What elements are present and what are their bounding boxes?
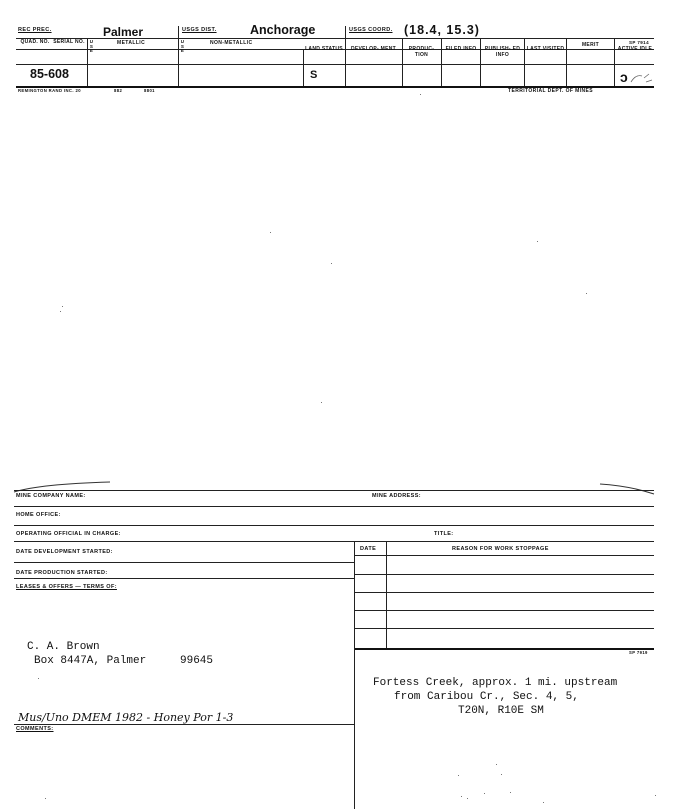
contact-name: C. A. Brown xyxy=(27,641,100,653)
reason-stoppage-label: REASON FOR WORK STOPPAGE xyxy=(452,546,549,552)
speck xyxy=(537,241,538,242)
home-office-label: HOME OFFICE: xyxy=(16,512,61,518)
usgs-coord-label: USGS COORD. xyxy=(349,27,393,33)
date-development-label: DATE DEVELOPMENT STARTED: xyxy=(16,549,113,555)
print-number-1: 882 xyxy=(114,88,123,93)
operating-official-label: OPERATING OFFICIAL IN CHARGE: xyxy=(16,531,121,537)
department-imprint: TERRITORIAL DEPT. OF MINES xyxy=(508,88,593,94)
merit-header: MERIT xyxy=(581,42,600,48)
lower-rule-2 xyxy=(14,525,654,526)
last-visited-header: LAST VISITED xyxy=(526,46,565,52)
col-divider-10 xyxy=(614,38,615,86)
col-divider-5 xyxy=(402,38,403,86)
stoppage-row-2 xyxy=(354,592,654,593)
col-divider-2 xyxy=(178,26,179,86)
speck xyxy=(461,796,462,797)
published-info-header: PUBLISH- ED INFO xyxy=(484,46,521,58)
date-column-label: DATE xyxy=(360,546,377,552)
metallic-header: METALLIC xyxy=(117,40,146,46)
speck xyxy=(420,94,421,95)
print-number-2: 8801 xyxy=(144,88,155,93)
nonmetallic-header: NON-METALLIC xyxy=(210,40,253,46)
header-rule-rec xyxy=(16,64,654,65)
speck xyxy=(543,802,544,803)
stoppage-row-1 xyxy=(354,574,654,575)
lower-rule-4 xyxy=(14,562,354,563)
location-line-2: from Caribou Cr., Sec. 4, 5, xyxy=(394,691,579,703)
speck xyxy=(321,402,322,403)
comments-label: COMMENTS: xyxy=(16,726,54,732)
lower-rule-5 xyxy=(14,578,354,579)
location-line-1: Fortess Creek, approx. 1 mi. upstream xyxy=(373,677,618,689)
speck xyxy=(331,263,332,264)
speck xyxy=(510,792,511,793)
card-edge-curve xyxy=(0,478,678,498)
speck xyxy=(496,764,497,765)
form-code-top: SP 7914 xyxy=(629,40,649,45)
usgs-dist-value: Anchorage xyxy=(250,23,316,37)
speck xyxy=(60,311,61,312)
stoppage-row-3 xyxy=(354,610,654,611)
active-idle-header: ACTIVE IDLE xyxy=(617,46,653,52)
speck xyxy=(655,795,656,796)
contact-address: Box 8447A, Palmer xyxy=(34,655,147,667)
date-production-label: DATE PRODUCTION STARTED: xyxy=(16,570,108,576)
speck xyxy=(586,293,587,294)
col-divider-1 xyxy=(87,38,88,86)
lower-rule-top xyxy=(14,490,654,491)
use-metallic-header: U S E xyxy=(89,39,94,54)
handwritten-note: Mus/Uno DMEM 1982 - Honey Por 1-3 xyxy=(18,711,234,724)
stoppage-row-4 xyxy=(354,628,654,629)
development-header: DEVELOP- MENT xyxy=(350,46,396,52)
leases-offers-label: LEASES & OFFERS — TERMS OF: xyxy=(16,584,117,590)
stoppage-row-5 xyxy=(354,648,654,650)
title-label: TITLE: xyxy=(434,531,454,537)
speck xyxy=(270,232,271,233)
speck xyxy=(38,678,39,679)
land-status-value: S xyxy=(310,69,318,81)
col-divider-9 xyxy=(566,38,567,86)
col-divider-3 xyxy=(303,49,304,86)
contact-zip: 99645 xyxy=(180,655,214,667)
speck xyxy=(467,798,468,799)
date-column-divider xyxy=(386,541,387,648)
col-divider-7 xyxy=(480,38,481,86)
lower-center-divider xyxy=(354,541,355,809)
usgs-coord-value: (18.4, 15.3) xyxy=(404,23,480,37)
active-idle-mark: ɔ xyxy=(620,69,628,85)
rec-prec-value: Palmer xyxy=(103,25,144,39)
col-divider-4 xyxy=(345,26,346,86)
speck xyxy=(458,775,459,776)
speck xyxy=(501,774,502,775)
col-divider-6 xyxy=(441,38,442,86)
location-line-3: T20N, R10E SM xyxy=(458,705,544,717)
speck xyxy=(45,798,46,799)
lower-rule-3 xyxy=(14,541,654,542)
production-header: PRODUC- TION xyxy=(408,46,435,58)
mine-address-label: MINE ADDRESS: xyxy=(372,493,421,499)
quad-no-header: QUAD. NO. xyxy=(20,39,50,45)
rec-prec-label: REC PREC. xyxy=(18,27,52,33)
form-code-lower: SP 7919 xyxy=(629,650,648,655)
usgs-dist-label: USGS DIST. xyxy=(182,27,217,33)
printer-imprint: REMINGTON RAND INC. 20 xyxy=(18,88,81,93)
land-status-header: LAND STATUS xyxy=(305,46,343,52)
col-divider-8 xyxy=(524,38,525,86)
active-idle-pencil-marks xyxy=(630,68,654,88)
speck xyxy=(62,306,63,307)
speck xyxy=(484,793,485,794)
comments-rule xyxy=(14,724,354,725)
serial-no-header: SERIAL NO. xyxy=(53,39,85,45)
filed-info-header: FILED INFO xyxy=(445,46,477,52)
quad-serial-value: 85-608 xyxy=(30,67,69,81)
stoppage-header-rule xyxy=(354,555,654,556)
lower-rule-1 xyxy=(14,506,654,507)
mine-company-label: MINE COMPANY NAME: xyxy=(16,493,86,499)
use-nonmetallic-header: U S E xyxy=(180,39,185,54)
